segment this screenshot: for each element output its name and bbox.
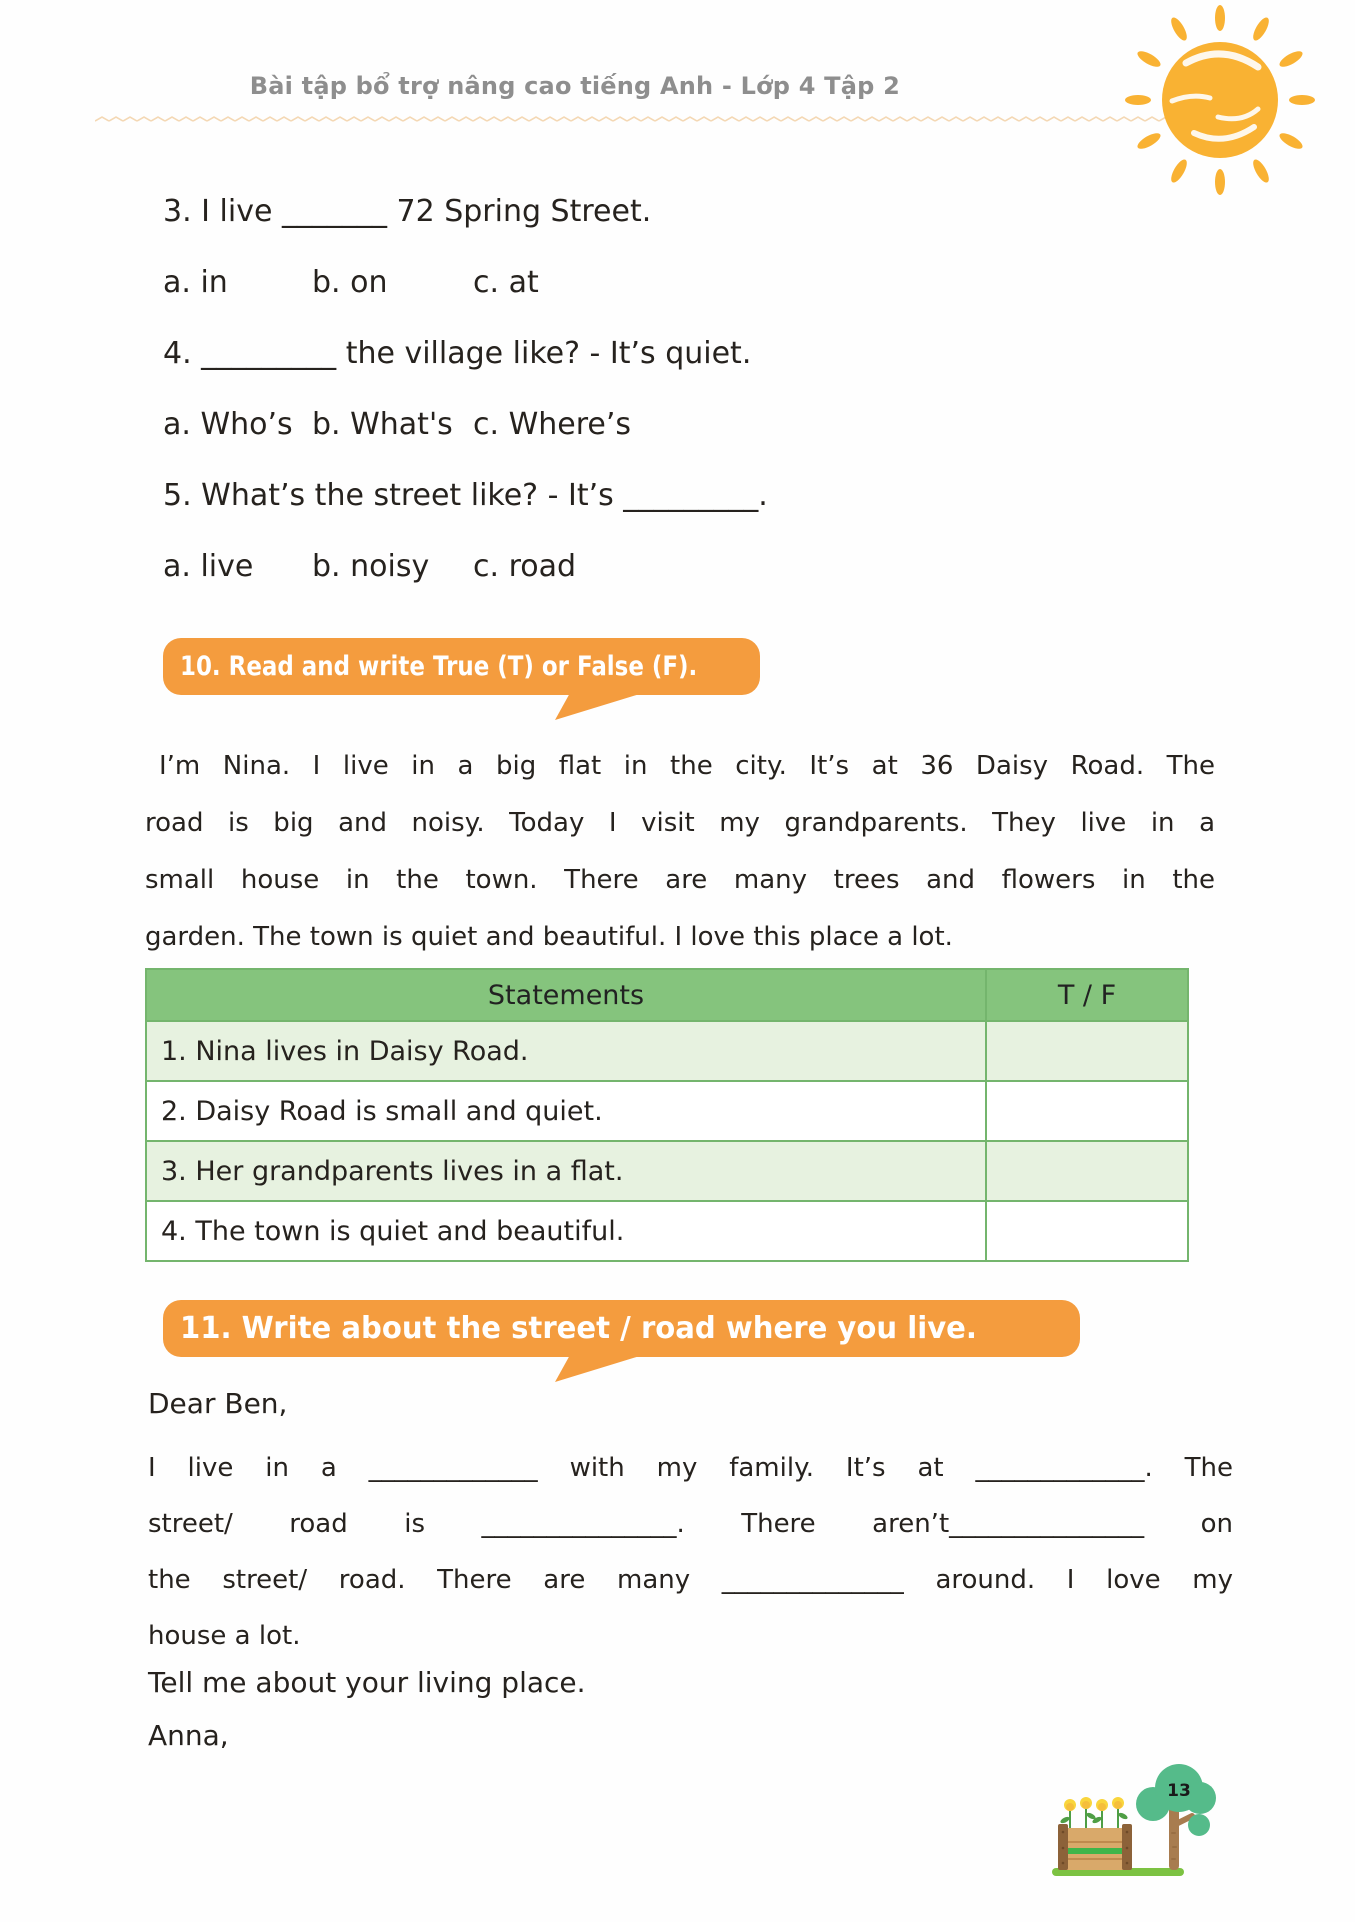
table-row — [146, 1201, 1188, 1261]
letter-line: I live in a _____________ with my family. It’s at _____________. The — [148, 1453, 1233, 1483]
statements-column-header: Statements — [146, 969, 986, 1021]
question-3-options — [163, 263, 1223, 303]
letter-line: house a lot. — [148, 1621, 301, 1651]
letter-closing: Tell me about your living place. — [148, 1666, 586, 1699]
table-row — [146, 1081, 1188, 1141]
true-false-table — [145, 968, 1189, 1262]
option-3c[interactable]: c. at — [473, 265, 539, 300]
letter-salutation: Dear Ben, — [148, 1387, 288, 1420]
table-row — [146, 1021, 1188, 1081]
option-3a[interactable]: a. in — [163, 265, 228, 300]
option-4a[interactable]: a. Who’s — [163, 407, 293, 442]
question-4: 4. _________ the village like? - It’s quiet. — [163, 336, 752, 371]
letter-signature: Anna, — [148, 1719, 229, 1752]
option-4b[interactable]: b. What's — [312, 407, 453, 442]
option-5b[interactable]: b. noisy — [312, 549, 430, 584]
page-number: 13 — [1167, 1781, 1191, 1801]
statement-4: 4. The town is quiet and beautiful. — [146, 1201, 986, 1261]
option-5c[interactable]: c. road — [473, 549, 577, 584]
banner-tail — [555, 1355, 643, 1382]
sun-icon — [1120, 5, 1340, 200]
letter-line: street/ road is _______________. There aren’t_______________ on — [148, 1509, 1233, 1539]
section-10-title: 10. Read and write True (T) or False (F). — [180, 651, 698, 682]
option-5a[interactable]: a. live — [163, 549, 254, 584]
tf-answer-cell-4[interactable] — [986, 1201, 1188, 1261]
letter-line: the street/ road. There are many ______________ around. I love my — [148, 1565, 1233, 1595]
tf-answer-cell-3[interactable] — [986, 1141, 1188, 1201]
option-4c[interactable]: c. Where’s — [473, 407, 631, 442]
reading-passage — [145, 738, 1215, 966]
passage-line: garden. The town is quiet and beautiful. I love this place a lot. — [145, 922, 953, 952]
wavy-divider — [95, 114, 1245, 124]
planter-box — [1058, 1824, 1132, 1870]
statement-3: 3. Her grandparents lives in a flat. — [146, 1141, 986, 1201]
tf-answer-cell-2[interactable] — [986, 1081, 1188, 1141]
section-11-title: 11. Write about the street / road where you live. — [180, 1311, 977, 1346]
question-3: 3. I live _______ 72 Spring Street. — [163, 194, 652, 229]
table-row — [146, 1141, 1188, 1201]
page-header-title: Bài tập bổ trợ nâng cao tiếng Anh - Lớp 4 Tập 2 — [249, 72, 900, 100]
question-5: 5. What’s the street like? - It’s _________. — [163, 478, 768, 513]
letter-body — [148, 1440, 1233, 1664]
multiple-choice-section — [163, 192, 1223, 618]
table-header-row — [146, 969, 1188, 1021]
section-10-banner — [163, 638, 760, 695]
tf-answer-cell-1[interactable] — [986, 1021, 1188, 1081]
option-3b[interactable]: b. on — [312, 265, 388, 300]
flower-blooms — [1064, 1797, 1124, 1811]
tree-and-flower-planter-illustration — [1048, 1762, 1218, 1882]
question-4-options — [163, 405, 1223, 445]
tf-column-header: T / F — [986, 969, 1188, 1021]
statement-2: 2. Daisy Road is small and quiet. — [146, 1081, 986, 1141]
banner-tail — [555, 693, 643, 720]
question-5-options — [163, 547, 1223, 587]
statement-1: 1. Nina lives in Daisy Road. — [146, 1021, 986, 1081]
passage-line: road is big and noisy. Today I visit my grandparents. They live in a — [145, 808, 1215, 838]
passage-line: small house in the town. There are many trees and flowers in the — [145, 865, 1215, 895]
section-11-banner — [163, 1300, 1080, 1357]
passage-line: I’m Nina. I live in a big flat in the city. It’s at 36 Daisy Road. The — [159, 751, 1215, 781]
